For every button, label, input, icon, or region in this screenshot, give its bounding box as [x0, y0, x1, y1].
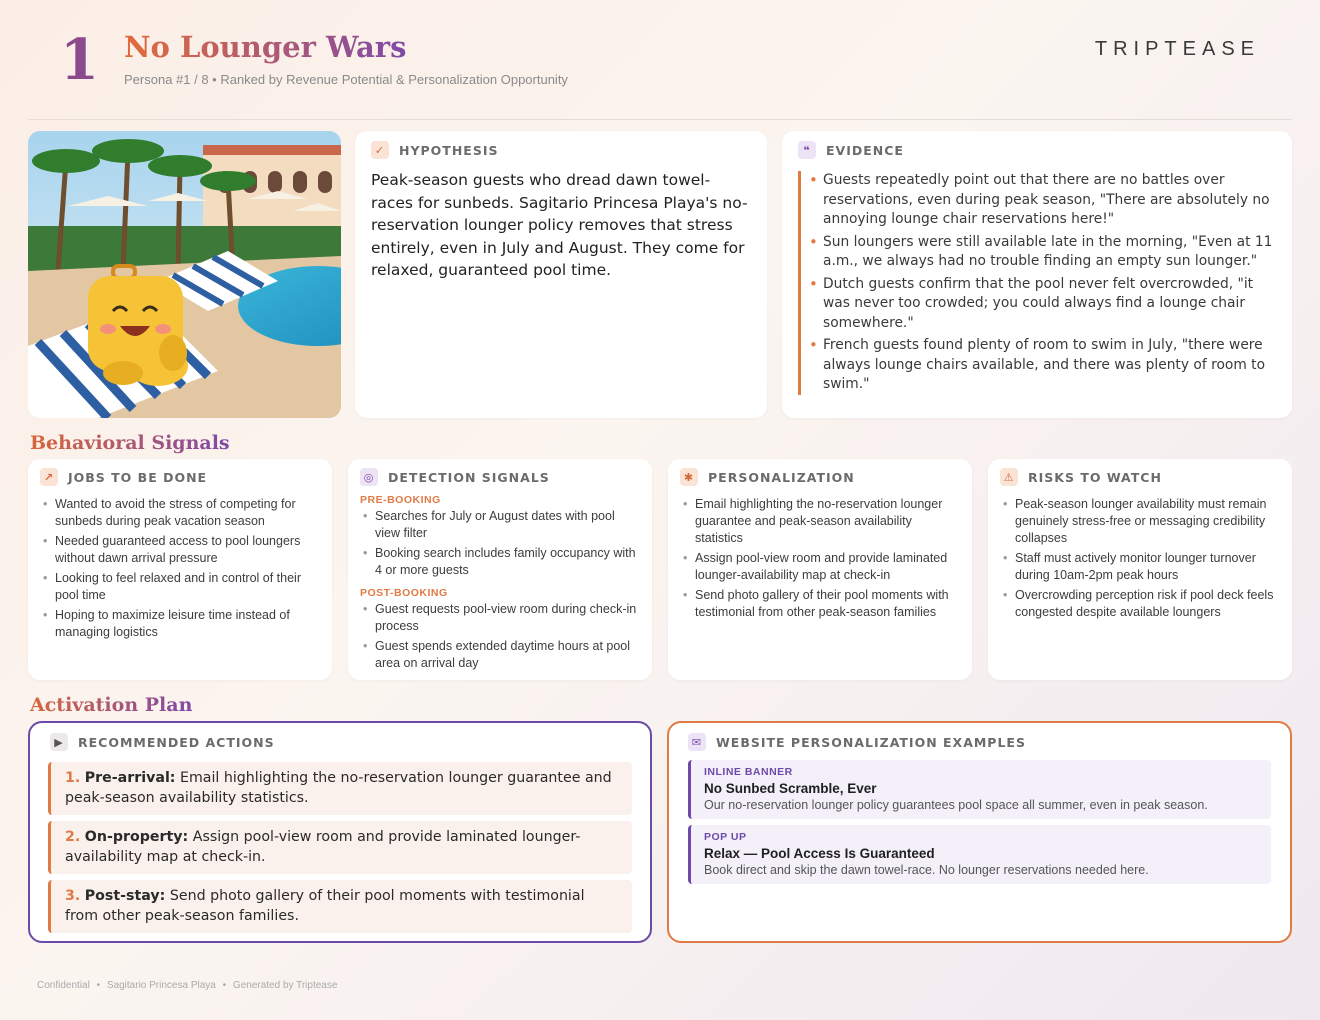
footer-generated-by: Generated by Triptease	[232, 980, 338, 991]
action-item	[48, 762, 632, 815]
list-item: • Guest spends extended daytime hours at pool area on arrival day	[360, 638, 640, 672]
example-tag: INLINE BANNER	[704, 766, 793, 778]
risks-card	[988, 459, 1292, 680]
page-header	[0, 0, 1320, 120]
evidence-list	[798, 171, 1276, 395]
list-item: • Booking search includes family occupancy with 4 or more guests	[360, 545, 640, 579]
action-number: 3.	[65, 888, 81, 904]
example-tag: POP UP	[704, 831, 747, 843]
warning-icon: ⚠	[1000, 468, 1018, 486]
actions-heading	[50, 733, 632, 751]
footer-separator: •	[222, 980, 227, 991]
actions-heading-label: RECOMMENDED ACTIONS	[78, 734, 275, 750]
pre-booking-list	[360, 508, 640, 579]
quote-icon: ❝	[798, 141, 816, 159]
detection-heading-label: DETECTION SIGNALS	[388, 469, 550, 485]
mail-icon: ✉	[688, 733, 706, 751]
persona-illustration	[28, 131, 341, 418]
example-description: Book direct and skip the dawn towel-race. No lounger reservations needed here.	[704, 863, 1149, 877]
list-item: • Assign pool-view room and provide laminated lounger-availability map at check-in	[680, 550, 960, 584]
inline-banner-example	[688, 760, 1271, 819]
evidence-card	[782, 131, 1292, 418]
header-divider	[28, 119, 1292, 120]
list-item: • Staff must actively monitor lounger turnover during 10am-2pm peak hours	[1000, 550, 1280, 584]
example-title: Relax — Pool Access Is Guaranteed	[704, 846, 935, 861]
evidence-item: • French guests found plenty of room to swim in July, "there were always lounge chairs available, and there was plenty of room to swim."	[823, 336, 1276, 395]
example-description: Our no-reservation lounger policy guarantees pool space all summer, even in peak season.	[704, 798, 1208, 812]
action-text: Send photo gallery of their pool moments with testimonial from other peak-season families.	[65, 888, 585, 924]
evidence-heading-label: EVIDENCE	[826, 142, 904, 158]
list-item: • Needed guaranteed access to pool loungers without dawn arrival pressure	[40, 533, 320, 567]
post-booking-label: POST-BOOKING	[360, 587, 448, 599]
action-label: Post-stay:	[84, 888, 166, 904]
website-personalization-card	[667, 721, 1292, 943]
jobs-heading-label: JOBS TO BE DONE	[68, 469, 208, 485]
action-number: 2.	[65, 829, 81, 845]
post-booking-list	[360, 601, 640, 672]
jobs-list	[40, 496, 320, 641]
sparkle-icon: ✱	[680, 468, 698, 486]
personalization-heading	[680, 468, 960, 486]
evidence-item: • Dutch guests confirm that the pool never felt overcrowded, "it was never too crowded; you could always find a lounge chair somewhere."	[823, 275, 1276, 334]
list-item: • Send photo gallery of their pool moments with testimonial from other peak-season families	[680, 587, 960, 621]
page-title: No Lounger Wars	[124, 30, 407, 64]
detection-heading	[360, 468, 640, 486]
action-label: On-property:	[84, 829, 189, 845]
action-label: Pre-arrival:	[84, 770, 176, 786]
action-text: Email highlighting the no-reservation lounger guarantee and peak-season availability statistics.	[65, 770, 612, 806]
evidence-item: • Guests repeatedly point out that there are no battles over reservations, even during peak season, "There are absolutely no annoying lounge chair reservations here!"	[823, 171, 1276, 230]
list-item: • Guest requests pool-view room during check-in process	[360, 601, 640, 635]
detection-signals-card	[348, 459, 652, 680]
arrow-up-right-icon: ↗	[40, 468, 58, 486]
persona-number: 1	[60, 27, 99, 93]
list-item: • Hoping to maximize leisure time instead of managing logistics	[40, 607, 320, 641]
risks-list	[1000, 496, 1280, 621]
action-item	[48, 880, 632, 933]
footer-hotel-name: Sagitario Princesa Playa	[106, 980, 216, 991]
footer-confidential: Confidential	[37, 980, 90, 991]
hypothesis-heading	[371, 141, 751, 159]
action-item	[48, 821, 632, 874]
risks-heading-label: RISKS TO WATCH	[1028, 469, 1162, 485]
activation-plan-title: Activation Plan	[30, 694, 193, 716]
list-item: • Looking to feel relaxed and in control of their pool time	[40, 570, 320, 604]
jobs-to-be-done-card	[28, 459, 332, 680]
footer	[37, 980, 341, 991]
behavioral-signals-title: Behavioral Signals	[30, 432, 230, 454]
evidence-item: • Sun loungers were still available late in the morning, "Even at 11 a.m., we always had no trouble finding an empty sun lounger."	[823, 233, 1276, 272]
personalization-heading-label: PERSONALIZATION	[708, 469, 855, 485]
hypothesis-text: Peak-season guests who dread dawn towel-races for sunbeds. Sagitario Princesa Playa's no-reservation lounger policy removes that stress entirely, even in July and August. They come for relaxed, guaranteed pool time.	[371, 171, 748, 279]
pre-booking-label: PRE-BOOKING	[360, 494, 441, 506]
list-item: • Wanted to avoid the stress of competing for sunbeds during peak vacation season	[40, 496, 320, 530]
risks-heading	[1000, 468, 1280, 486]
example-title: No Sunbed Scramble, Ever	[704, 781, 877, 796]
list-item: • Peak-season lounger availability must remain genuinely stress-free or messaging credibility collapses	[1000, 496, 1280, 547]
website-heading	[688, 733, 1271, 751]
action-text: Assign pool-view room and provide laminated lounger-availability map at check-in.	[65, 829, 581, 865]
popup-example	[688, 825, 1271, 884]
check-icon: ✓	[371, 141, 389, 159]
list-item: • Overcrowding perception risk if pool deck feels congested despite available loungers	[1000, 587, 1280, 621]
evidence-heading	[798, 141, 1276, 159]
page-subtitle: Persona #1 / 8 • Ranked by Revenue Potential & Personalization Opportunity	[124, 72, 568, 87]
brand-logo: TRIPTEASE	[1094, 38, 1260, 60]
hypothesis-heading-label: HYPOTHESIS	[399, 142, 499, 158]
jobs-heading	[40, 468, 320, 486]
hypothesis-card	[355, 131, 767, 418]
footer-separator: •	[96, 980, 101, 991]
website-heading-label: WEBSITE PERSONALIZATION EXAMPLES	[716, 734, 1026, 750]
recommended-actions-card	[28, 721, 652, 943]
list-item: • Searches for July or August dates with pool view filter	[360, 508, 640, 542]
personalization-list	[680, 496, 960, 621]
personalization-card	[668, 459, 972, 680]
action-number: 1.	[65, 770, 81, 786]
list-item: • Email highlighting the no-reservation lounger guarantee and peak-season availability statistics	[680, 496, 960, 547]
play-icon: ▶	[50, 733, 68, 751]
target-icon: ◎	[360, 468, 378, 486]
